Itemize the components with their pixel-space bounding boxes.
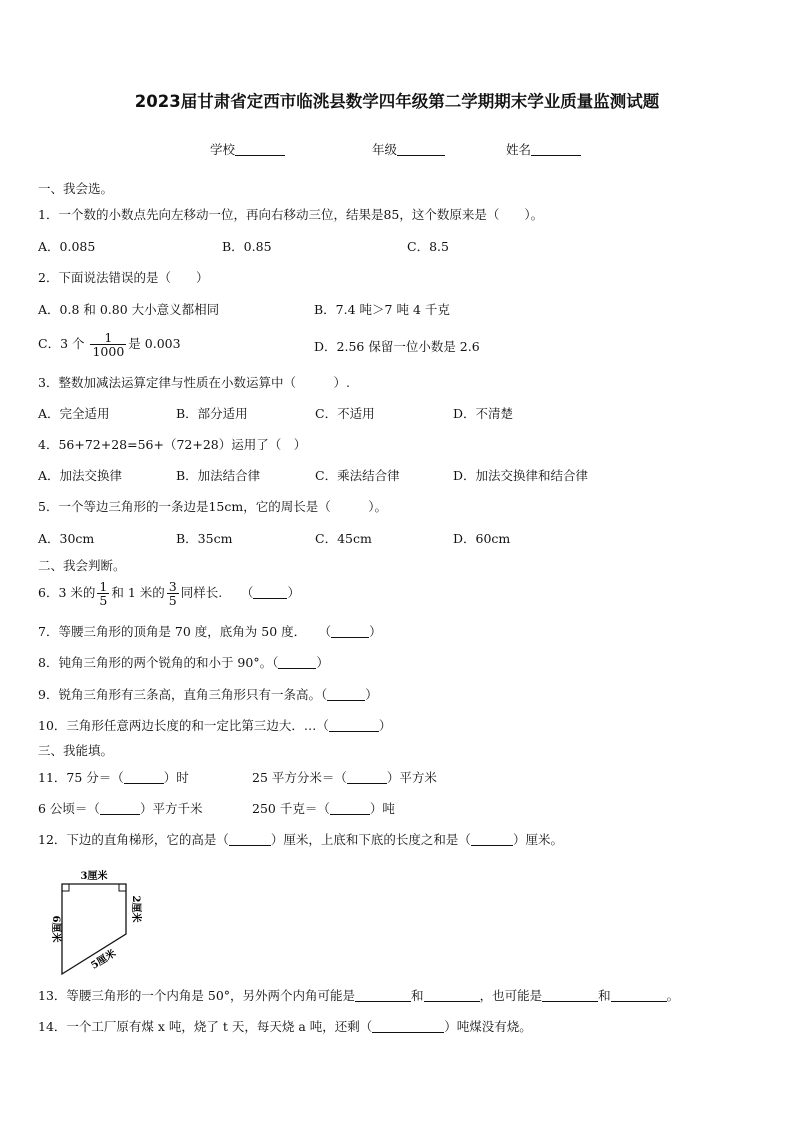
fraction-numerator: 1 (90, 331, 126, 345)
q10-answer-blank[interactable] (329, 719, 379, 732)
question-14 (38, 1019, 532, 1035)
q14-blank[interactable] (372, 1020, 444, 1033)
q10-text: 10．三角形任意两边长度的和一定比第三边大．…（ (38, 718, 329, 733)
question-2: 2．下面说法错误的是（ ） (38, 270, 209, 285)
question-12 (38, 832, 563, 848)
question-6 (38, 580, 300, 607)
q13-blank-1[interactable] (355, 989, 411, 1002)
page-title: 2023届甘肃省定西市临洮县数学四年级第二学期期末学业质量监测试题 (134, 92, 660, 111)
q13-blank-4[interactable] (611, 989, 667, 1002)
question-11-line-1 (38, 770, 189, 786)
q8-answer-blank[interactable] (278, 656, 316, 669)
q1-option-a[interactable]: A．0.085 (38, 239, 96, 254)
q11-part-5: 6 公顷＝（ (38, 801, 100, 816)
section-heading-2: 二、我会判断。 (38, 558, 126, 573)
question-3: 3．整数加减法运算定律与性质在小数运算中（ ）. (38, 375, 350, 390)
q7-text: 7．等腰三角形的顶角是 70 度，底角为 50 度． （ (38, 624, 332, 639)
q11-part-7: 250 千克＝（ (252, 801, 330, 816)
school-field[interactable] (210, 140, 285, 158)
q13-part-2: 和 (411, 988, 424, 1003)
right-side-label: 2厘米 (130, 895, 141, 923)
q8-close-paren: ） (316, 655, 329, 670)
q9-close-paren: ） (365, 687, 378, 702)
q2-option-b[interactable]: B．7.4 吨＞7 吨 4 千克 (314, 302, 450, 317)
grade-field[interactable] (372, 140, 445, 158)
q1-option-c[interactable]: C．8.5 (407, 239, 449, 254)
q13-part-5: 。 (666, 988, 680, 1003)
height-label: 6厘米 (50, 915, 61, 943)
name-label: 姓名 (506, 142, 532, 157)
top-base-label: 3厘米 (80, 871, 108, 882)
q3-option-d[interactable]: D．不清楚 (453, 406, 514, 421)
question-11-line-1-right (252, 770, 437, 786)
q8-text: 8．钝角三角形的两个锐角的和小于 90°。（ (38, 655, 279, 670)
q11-blank-4[interactable] (330, 802, 370, 815)
question-11-line-2 (38, 801, 202, 817)
q11-part-2: ）时 (163, 770, 189, 785)
name-blank[interactable] (531, 143, 581, 156)
q12-part-2: ）厘米，上底和下底的长度之和是（ (270, 832, 471, 847)
fraction-denominator: 5 (168, 593, 177, 608)
q6-answer-blank[interactable] (253, 586, 287, 599)
fraction-denominator: 5 (99, 593, 108, 608)
q13-part-3: ，也可能是 (479, 988, 543, 1003)
q4-option-a[interactable]: A．加法交换律 (38, 468, 123, 483)
q5-option-d[interactable]: D．60cm (453, 531, 511, 546)
q11-part-1: 11．75 分＝（ (38, 770, 124, 785)
q11-blank-3[interactable] (100, 802, 140, 815)
right-angle-mark-top-right (119, 884, 126, 891)
q2-option-c-suffix: 是 0.003 (128, 336, 181, 351)
q10-close-paren: ） (378, 718, 392, 733)
q7-close-paren: ） (369, 624, 382, 639)
q3-option-b[interactable]: B．部分适用 (176, 406, 248, 421)
q2-option-c-prefix: C．3 个 (38, 336, 85, 351)
q13-part-4: 和 (598, 988, 611, 1003)
q5-option-c[interactable]: C．45cm (315, 531, 372, 546)
section-heading-3: 三、我能填。 (38, 743, 114, 758)
q2-option-d[interactable]: D．2.56 保留一位小数是 2.6 (314, 339, 480, 354)
q11-part-4: ）平方米 (386, 770, 437, 785)
q12-blank-1[interactable] (229, 833, 271, 846)
fraction-numerator: 1 (99, 579, 108, 594)
grade-label: 年级 (372, 142, 398, 157)
fraction-1-1000 (90, 331, 126, 358)
question-5: 5．一个等边三角形的一条边是15cm，它的周长是（ ）。 (38, 499, 387, 514)
q3-option-a[interactable]: A．完全适用 (38, 406, 110, 421)
q4-option-c[interactable]: C．乘法结合律 (315, 468, 400, 483)
q12-part-1: 12．下边的直角梯形，它的高是（ (38, 832, 229, 847)
q6-close-paren: ） (287, 585, 300, 600)
q9-text: 9．锐角三角形有三条高，直角三角形只有一条高。（ (38, 687, 328, 702)
q4-option-d[interactable]: D．加法交换律和结合律 (453, 468, 589, 483)
q11-blank-1[interactable] (124, 771, 164, 784)
q11-part-6: ）平方千米 (139, 801, 203, 816)
school-label: 学校 (210, 142, 236, 157)
question-11-line-2-right (252, 801, 395, 817)
q3-option-c[interactable]: C．不适用 (315, 406, 375, 421)
question-7 (38, 624, 382, 640)
slant-side-label: 5厘米 (89, 948, 119, 972)
grade-blank[interactable] (397, 143, 445, 156)
question-4: 4．56+72+28=56+（72+28）运用了（ ） (38, 437, 307, 452)
question-10 (38, 718, 391, 734)
question-13 (38, 988, 679, 1004)
q13-blank-3[interactable] (542, 989, 598, 1002)
q6-middle: 和 1 米的 (111, 585, 165, 600)
q9-answer-blank[interactable] (327, 688, 365, 701)
q11-part-3: 25 平方分米＝（ (252, 770, 347, 785)
q13-part-1: 13．等腰三角形的一个内角是 50°，另外两个内角可能是 (38, 988, 356, 1003)
q5-option-b[interactable]: B．35cm (176, 531, 233, 546)
fraction-numerator: 3 (168, 579, 177, 594)
school-blank[interactable] (235, 143, 285, 156)
q6-suffix: 同样长. （ (180, 585, 254, 600)
right-angle-mark-top-left (62, 884, 69, 891)
q5-option-a[interactable]: A．30cm (38, 531, 95, 546)
q14-part-2: ）吨煤没有烧。 (444, 1019, 532, 1034)
q14-part-1: 14．一个工厂原有煤 x 吨，烧了 t 天，每天烧 a 吨，还剩（ (38, 1019, 373, 1034)
q11-part-8: ）吨 (369, 801, 395, 816)
fraction-1-5 (97, 580, 109, 607)
q6-prefix: 6．3 米的 (38, 585, 96, 600)
q12-blank-2[interactable] (471, 833, 513, 846)
section-heading-1: 一、我会选。 (38, 181, 114, 196)
question-8 (38, 655, 329, 671)
q2-option-a[interactable]: A．0.8 和 0.80 大小意义都相同 (38, 302, 220, 317)
q2-option-c[interactable] (38, 331, 181, 358)
question-9 (38, 687, 378, 703)
q4-option-b[interactable]: B．加法结合律 (176, 468, 261, 483)
q11-blank-2[interactable] (347, 771, 387, 784)
fraction-denominator: 1000 (92, 344, 125, 359)
fraction-3-5 (167, 580, 179, 607)
q12-part-3: ）厘米。 (512, 832, 563, 847)
q1-option-b[interactable]: B．0.85 (222, 239, 272, 254)
q13-blank-2[interactable] (424, 989, 480, 1002)
question-1: 1．一个数的小数点先向左移动一位，再向右移动三位，结果是85，这个数原来是（ ）。 (38, 207, 544, 222)
q7-answer-blank[interactable] (331, 625, 369, 638)
right-trapezoid-figure (36, 864, 156, 980)
name-field[interactable] (506, 140, 581, 158)
